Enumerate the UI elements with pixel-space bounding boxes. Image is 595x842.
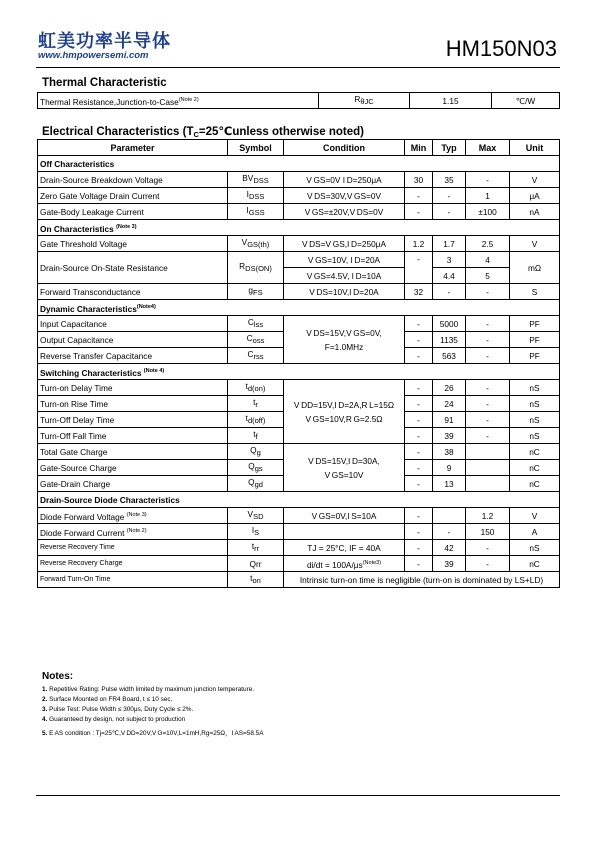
table-row: V GS=4.5V, I D=10A 4.4 5	[38, 268, 560, 284]
electrical-title: Electrical Characteristics ($T_C=25℃unless$ otherwise noted)	[42, 126, 364, 139]
table-row: Total Gate Charge Qg V DS=15V,I D=30A, V GS=10V - 38 nC	[38, 444, 560, 460]
section-row: Drain-Source Diode Characteristics	[38, 492, 560, 508]
notes-title: Notes:	[42, 671, 74, 682]
value-cell: 1.15	[410, 93, 492, 109]
table-row: Drain-Source On-State Resistance RDS(ON) V GS=10V, I D=20A - 3 4 mΩ	[38, 252, 560, 268]
company-logo-cn: 虹美功率半导体	[38, 31, 171, 52]
note-item: 2. Surface Mounted on FR4 Board, t ≤ 10 sec.	[42, 696, 173, 703]
table-row	[38, 93, 560, 109]
section-row: On Characteristics $^{(Note 3)}$	[38, 220, 560, 236]
footer-divider	[36, 795, 560, 796]
table-row: Gate Threshold Voltage VGS(th) V DS=V GS,I D=250μA 1.2 1.7 2.5 V	[38, 236, 560, 252]
section-row: Switching Characteristics $^{(Note 4)}$	[38, 364, 560, 380]
notes-section	[42, 671, 562, 739]
col-symbol: Symbol	[228, 140, 284, 156]
table-row: Forward Turn-On Time ton Intrinsic turn-on time is negligible (turn-on is dominated by LS+LD)	[38, 572, 560, 588]
col-typ: Typ	[433, 140, 466, 156]
table-row: Reverse Recovery Charge Qrr $di/dt = 100A/\mu s^{(Note3)}$ - 39 - nC	[38, 556, 560, 572]
note-item: 3. Pulse Test: Pulse Width ≤ 300μs, Duty Cycle ≤ 2%.	[42, 706, 194, 713]
table-row: Turn-on Delay Time td(on) V DD=15V,I D=2A,R L=15Ω V GS=10V,R G=2.5Ω - 26 - nS	[38, 380, 560, 396]
note-item: 5. E AS condition : Tj=25℃,V DD=20V,V G=10V,L=1mH,Rg=25Ω，I AS=58.5A	[42, 730, 264, 737]
table-row: Turn-on Rise Time tr - 24 - nS	[38, 396, 560, 412]
table-row: Input Capacitance Clss V DS=15V,V GS=0V, F=1.0MHz - 5000 - PF	[38, 316, 560, 332]
table-row: Diode Forward Current $^{(Note 2)}$ IS - - 150 A	[38, 524, 560, 540]
table-row: Reverse Recovery Time trr TJ = 25°C, IF = 40A - 42 - nS	[38, 540, 560, 556]
col-parameter: Parameter	[38, 140, 228, 156]
table-row: Reverse Transfer Capacitance Crss - 563 - PF	[38, 348, 560, 364]
header-divider	[36, 67, 560, 68]
table-header-row	[38, 140, 560, 156]
unit-cell: ℃/W	[492, 93, 560, 109]
col-unit: Unit	[510, 140, 560, 156]
col-min: Min	[405, 140, 433, 156]
thermal-title: Thermal Characteristic	[42, 77, 167, 89]
col-max: Max	[466, 140, 510, 156]
table-row: Gate-Drain Charge Qgd - 13 nC	[38, 476, 560, 492]
table-row: Gate-Body Leakage Current IGSS V GS=±20V,V DS=0V - - ±100 nA	[38, 204, 560, 220]
part-number: HM150N03	[445, 36, 557, 61]
param-cell: Thermal Resistance,Junction-to-Case$^{(Note 2)}$	[38, 93, 319, 109]
table-row: Turn-Off Fall Time tf - 39 - nS	[38, 428, 560, 444]
table-row: Drain-Source Breakdown Voltage BVDSS V GS=0V I D=250μA 30 35 - V	[38, 172, 560, 188]
thermal-table	[37, 92, 560, 109]
section-row: Dynamic Characteristics$^{(Note4)}$	[38, 300, 560, 316]
section-row: Off Characteristics	[38, 156, 560, 172]
note-item: 4. Guaranteed by design, not subject to production	[42, 716, 186, 723]
col-condition: Condition	[284, 140, 405, 156]
table-row: Forward Transconductance gFS V DS=10V,I D=20A 32 - - S	[38, 284, 560, 300]
table-row: Gate-Source Charge Qgs - 9 nC	[38, 460, 560, 476]
table-row: Zero Gate Voltage Drain Current IDSS V DS=30V,V GS=0V - - 1 μA	[38, 188, 560, 204]
symbol-cell: RθJC	[319, 93, 410, 109]
company-url: www.hmpowersemi.com	[38, 50, 149, 61]
table-row: Diode Forward Voltage $^{(Note 3)}$ VSD V GS=0V,I S=10A - 1.2 V	[38, 508, 560, 524]
table-row: Turn-Off Delay Time td(off) - 91 - nS	[38, 412, 560, 428]
note-item: 1. Repetitive Rating: Pulse width limited by maximum junction temperature.	[42, 686, 255, 693]
table-row: Output Capacitance Coss - 1135 - PF	[38, 332, 560, 348]
electrical-table	[37, 139, 560, 588]
